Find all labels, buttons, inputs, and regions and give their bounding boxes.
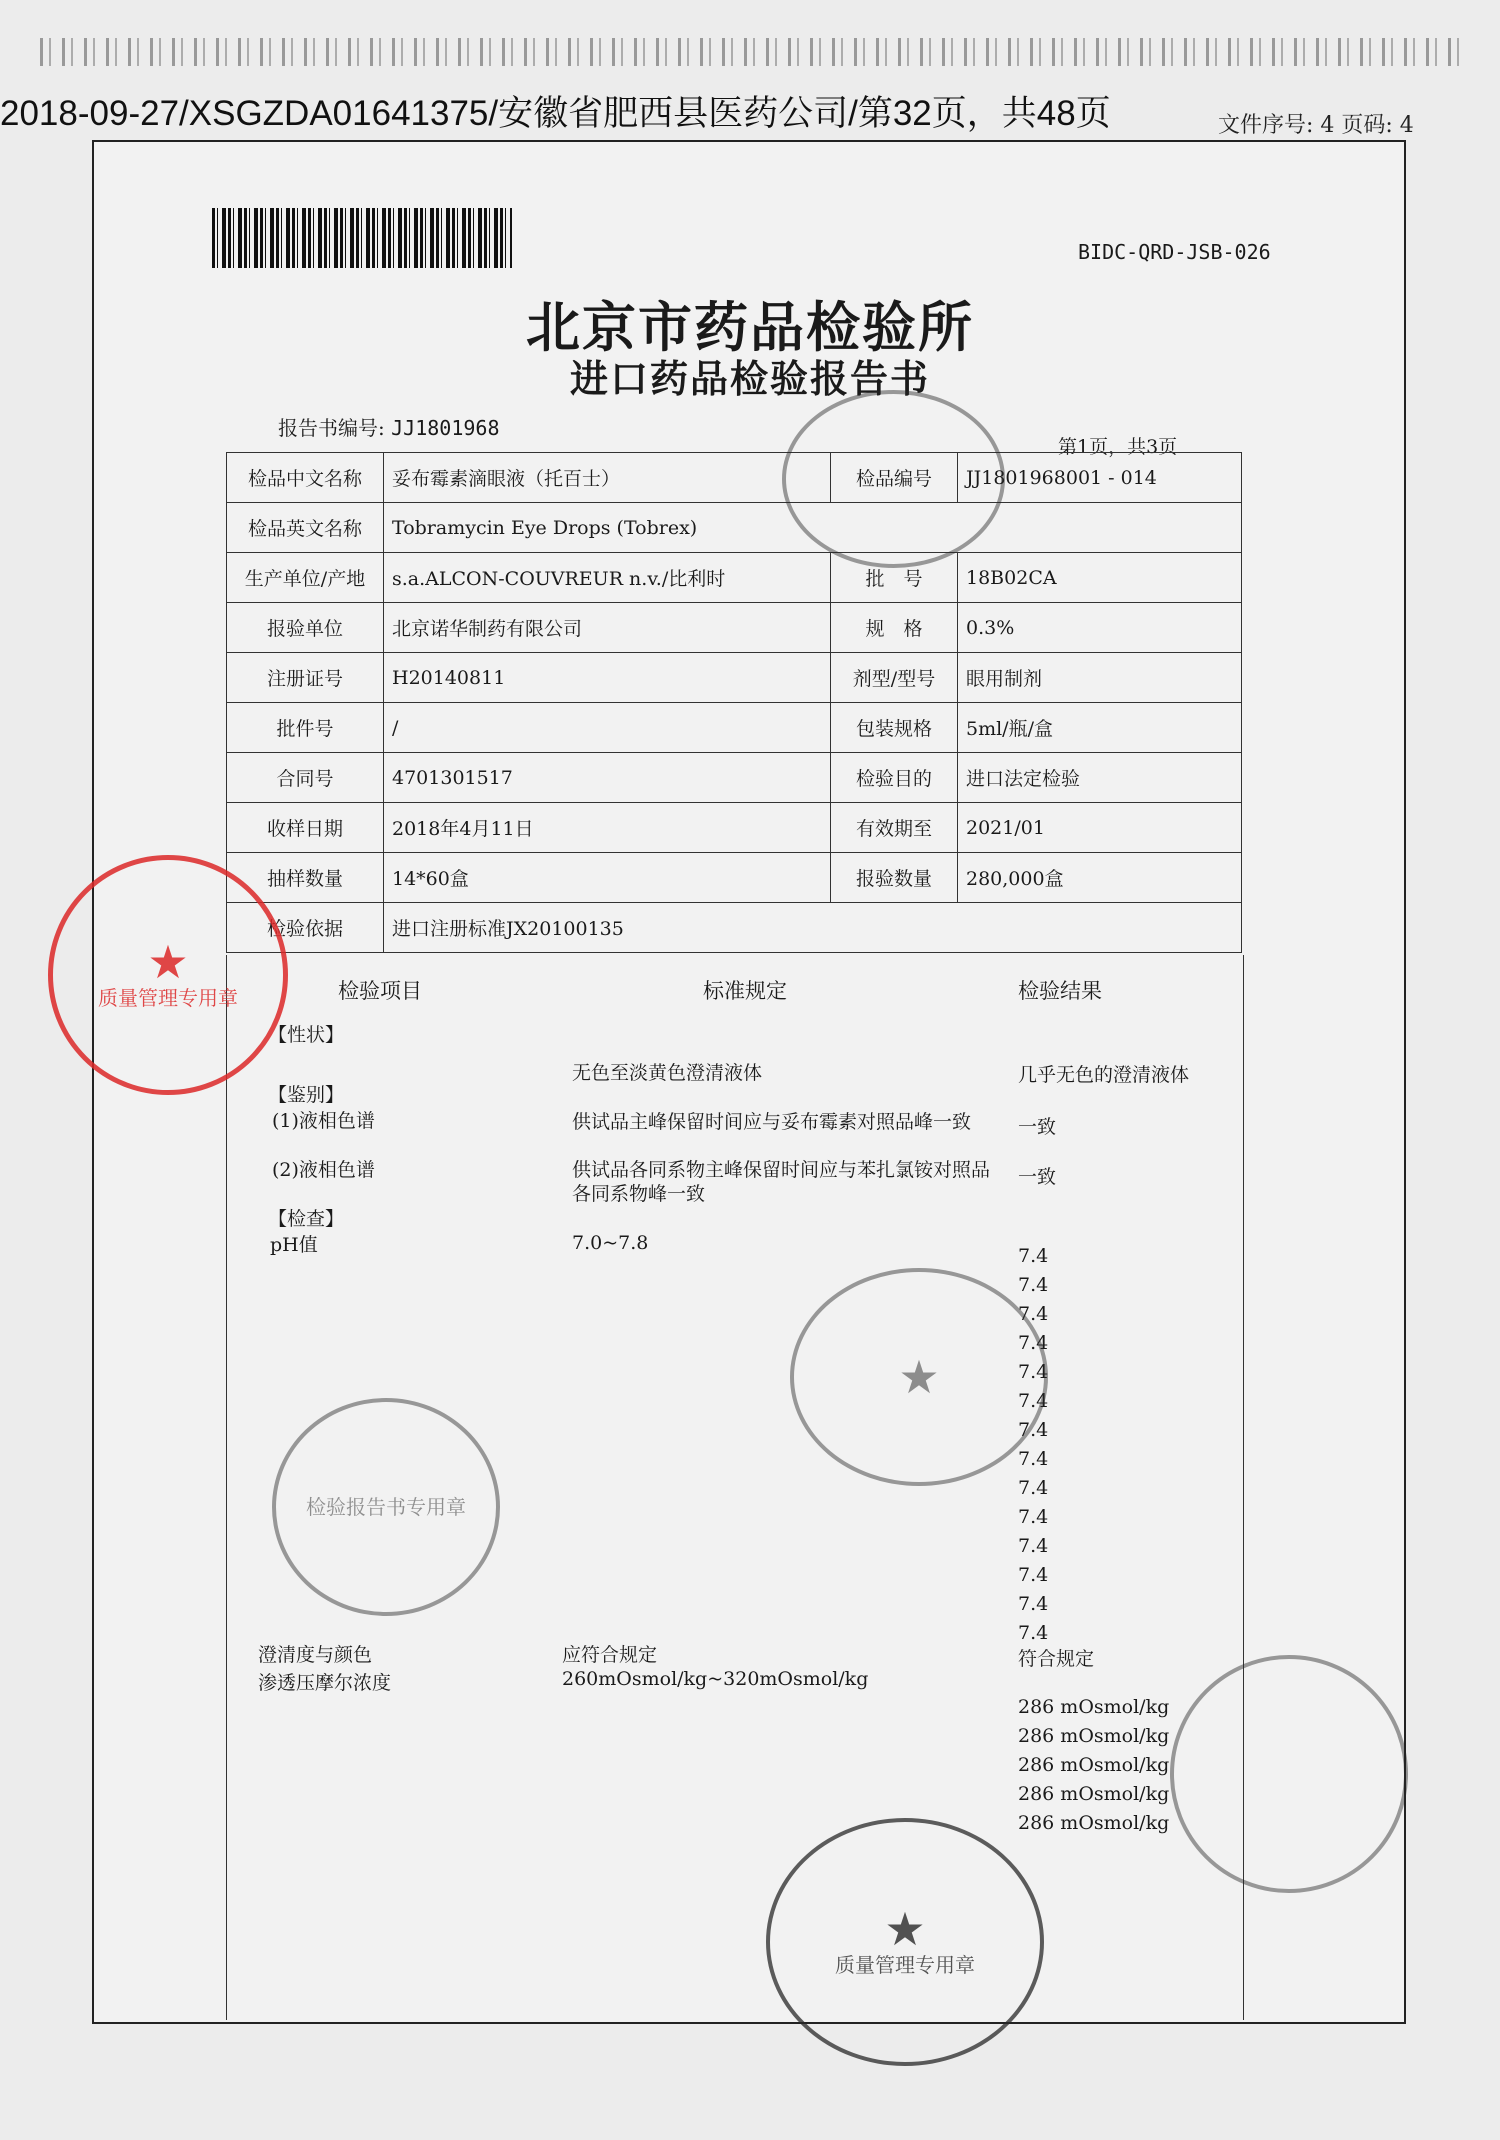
stamp-text: 检验报告书专用章 [306,1495,466,1519]
report-number-value: JJ1801968 [391,416,500,440]
osmolality-value: 286 mOsmol/kg [1018,1696,1170,1718]
cell-value: 妥布霉素滴眼液（托百士） [384,453,831,503]
id1-standard: 供试品主峰保留时间应与妥布霉素对照品峰一致 [572,1111,972,1133]
cell-label: 收样日期 [227,803,384,853]
ph-value: 7.4 [1018,1245,1049,1267]
id1-item: (1)液相色谱 [272,1110,375,1132]
cell-label: 抽样数量 [227,853,384,903]
report-number-label: 报告书编号: [278,416,385,440]
star-icon: ★ [884,1902,926,1956]
cell-value: 2021/01 [958,803,1242,853]
cell-value: Tobramycin Eye Drops (Tobrex) [384,503,1242,553]
ph-value: 7.4 [1018,1303,1049,1325]
osmolality-value: 286 mOsmol/kg [1018,1783,1170,1805]
ph-value: 7.4 [1018,1622,1049,1644]
star-icon: ★ [898,1350,940,1404]
cell-value: 14*60盒 [384,853,831,903]
cell-label: 剂型/型号 [831,653,958,703]
cell-label: 注册证号 [227,653,384,703]
ph-value: 7.4 [1018,1593,1049,1615]
ph-value: 7.4 [1018,1332,1049,1354]
section-identification: 【鉴别】 [268,1084,345,1106]
cell-label: 检品英文名称 [227,503,384,553]
cell-value: / [384,703,831,753]
section-appearance: 【性状】 [268,1024,345,1046]
osmolality-standard: 260mOsmol/kg~320mOsmol/kg [562,1668,869,1690]
table-row [227,603,1242,653]
cell-label: 批件号 [227,703,384,753]
header-standard: 标准规定 [703,979,787,1003]
cell-value: 18B02CA [958,553,1242,603]
clarity-standard: 应符合规定 [562,1644,658,1666]
scan-header-line: 2018-09-27/XSGZDA01641375/安徽省肥西县医药公司/第32页，共48页 [0,94,1111,133]
cell-label: 报验数量 [831,853,958,903]
id2-standard: 供试品各同系物主峰保留时间应与苯扎氯铵对照品各同系物峰一致 [572,1159,991,1205]
id2-result: 一致 [1018,1166,1057,1188]
cell-value: 5ml/瓶/盒 [958,703,1242,753]
clarity-item: 澄清度与颜色 [258,1644,373,1666]
stamp-text: 质量管理专用章 [98,986,238,1010]
file-info: 文件序号: 4 页码: 4 [1218,113,1414,138]
table-row [227,903,1242,953]
table-row [227,453,1242,503]
cell-label: 合同号 [227,753,384,803]
clarity-result: 符合规定 [1018,1648,1095,1670]
table-row [227,853,1242,903]
appearance-standard: 无色至淡黄色澄清液体 [572,1062,763,1084]
cell-value: 4701301517 [384,753,831,803]
cell-label: 检品中文名称 [227,453,384,503]
table-row [227,653,1242,703]
cell-label: 批 号 [831,553,958,603]
faint-stamp-middle [790,1268,1048,1486]
report-number [278,412,499,441]
table-row [227,803,1242,853]
cell-label: 检验目的 [831,753,958,803]
cell-label: 生产单位/产地 [227,553,384,603]
sample-info-table [226,452,1242,953]
faint-stamp-top [782,390,1005,568]
table-row [227,503,1242,553]
table-row [227,553,1242,603]
section-tests: 【检查】 [268,1208,345,1230]
bottom-quality-stamp [766,1818,1044,2066]
table-row [227,753,1242,803]
cell-value: H20140811 [384,653,831,703]
ph-value: 7.4 [1018,1419,1049,1441]
cell-value: s.a.ALCON-COUVREUR n.v./比利时 [384,553,831,603]
osmolality-item: 渗透压摩尔浓度 [258,1672,392,1694]
institute-title: 北京市药品检验所 [526,295,974,359]
barcode [212,208,512,268]
appearance-result: 几乎无色的澄清液体 [1018,1064,1190,1086]
cell-label: 检品编号 [831,453,958,503]
ph-item: pH值 [270,1234,318,1256]
ph-value: 7.4 [1018,1535,1049,1557]
inspection-report-stamp [272,1398,500,1616]
osmolality-value: 286 mOsmol/kg [1018,1812,1170,1834]
cell-value: 进口法定检验 [958,753,1242,803]
ph-value: 7.4 [1018,1477,1049,1499]
cell-value: 眼用制剂 [958,653,1242,703]
ph-standard: 7.0~7.8 [572,1232,649,1254]
header-result: 检验结果 [1018,979,1102,1003]
cell-label: 有效期至 [831,803,958,853]
cell-value: 2018年4月11日 [384,803,831,853]
red-quality-stamp [48,855,288,1095]
header-item: 检验项目 [338,979,422,1003]
ph-value: 7.4 [1018,1390,1049,1412]
cell-label: 报验单位 [227,603,384,653]
id1-result: 一致 [1018,1116,1057,1138]
report-type-title: 进口药品检验报告书 [569,356,930,401]
cell-label: 检验依据 [227,903,384,953]
osmolality-value: 286 mOsmol/kg [1018,1754,1170,1776]
table-row [227,703,1242,753]
cell-label: 规 格 [831,603,958,653]
cell-value: 0.3% [958,603,1242,653]
cell-value: 北京诺华制药有限公司 [384,603,831,653]
page-info: 第1页，共3页 [1058,436,1178,458]
cell-label: 包装规格 [831,703,958,753]
cell-value: 280,000盒 [958,853,1242,903]
ph-value: 7.4 [1018,1506,1049,1528]
ph-value: 7.4 [1018,1564,1049,1586]
ph-value: 7.4 [1018,1361,1049,1383]
ph-value: 7.4 [1018,1274,1049,1296]
cell-value: 进口注册标准JX20100135 [384,903,1242,953]
faint-stamp-right [1170,1655,1408,1893]
cell-value: JJ1801968001 - 014 [958,453,1242,503]
document-code: BIDC-QRD-JSB-026 [1078,240,1271,264]
ph-value: 7.4 [1018,1448,1049,1470]
stamp-text: 质量管理专用章 [835,1953,975,1977]
scan-noise-bar [40,38,1460,66]
osmolality-value: 286 mOsmol/kg [1018,1725,1170,1747]
id2-item: (2)液相色谱 [272,1159,375,1181]
star-icon: ★ [147,935,189,989]
